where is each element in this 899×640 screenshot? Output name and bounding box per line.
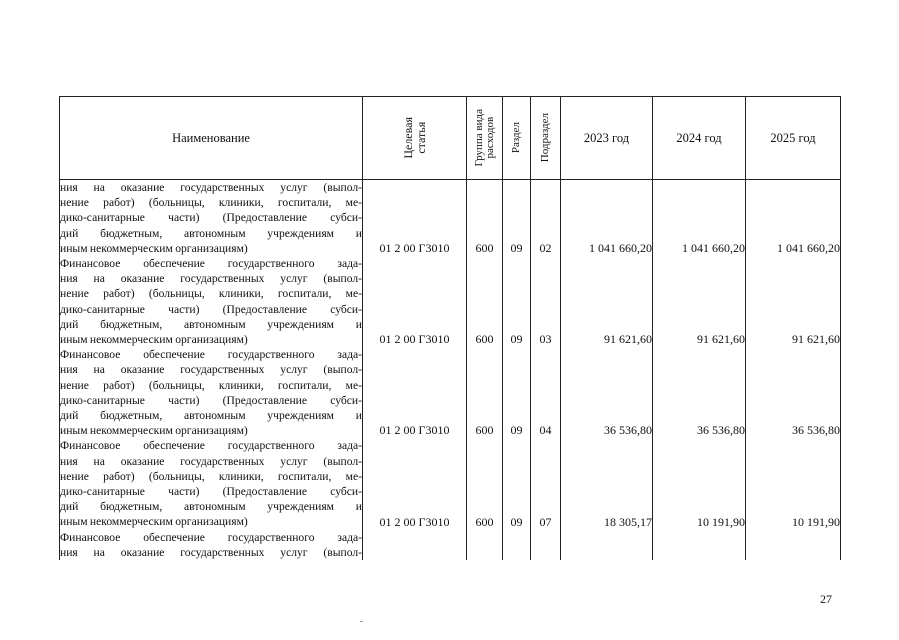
row-expense-group: 600 — [467, 180, 503, 257]
page-number: 27 — [820, 592, 832, 606]
row-target-article: 01 2 00 Г3010 — [363, 180, 467, 257]
row-expense-group: 600 — [467, 347, 503, 438]
row-section: 09 — [503, 180, 531, 257]
row-section: 09 — [503, 438, 531, 529]
row-name: Финансовое обеспечение государственного зада- ния на оказание государственных услуг (выпол- — [60, 530, 362, 559]
table-header-row — [60, 97, 841, 180]
scan-artifact — [360, 621, 363, 622]
empty-cell — [503, 530, 531, 560]
row-amount-2024: 10 191,90 — [653, 438, 746, 529]
row-subsection: 02 — [531, 180, 561, 257]
row-name: Финансовое обеспечение государственного зада- ния на оказание государственных услуг (выпол- нение работ) (больницы, клиники, госпитали, ме- дико-санитарные части) (Предоставление субси- дий бюджетным, автономным учреждениям и иным некоммерческим организациям) — [60, 348, 362, 438]
row-name: Финансовое обеспечение государственного зада- ния на оказание государственных услуг (выпол- нение работ) (больницы, клиники, госпитали, ме- дико-санитарные части) (Предоставление субси- дий бюджетным, автономным учреждениям и иным некоммерческим организациям) — [60, 439, 362, 529]
empty-cell — [467, 530, 503, 560]
row-target-article: 01 2 00 Г3010 — [363, 347, 467, 438]
row-expense-group: 600 — [467, 256, 503, 347]
budget-table — [59, 96, 841, 560]
table-row-continued — [60, 530, 841, 560]
row-amount-2023: 91 621,60 — [561, 256, 653, 347]
row-subsection: 04 — [531, 347, 561, 438]
row-amount-2025: 36 536,80 — [746, 347, 841, 438]
empty-cell — [531, 530, 561, 560]
row-amount-2024: 91 621,60 — [653, 256, 746, 347]
row-amount-2023: 1 041 660,20 — [561, 180, 653, 257]
row-target-article: 01 2 00 Г3010 — [363, 438, 467, 529]
row-amount-2024: 36 536,80 — [653, 347, 746, 438]
row-amount-2025: 91 621,60 — [746, 256, 841, 347]
empty-cell — [363, 530, 467, 560]
row-amount-2024: 1 041 660,20 — [653, 180, 746, 257]
row-amount-2025: 1 041 660,20 — [746, 180, 841, 257]
header-2024: 2024 год — [653, 97, 746, 180]
row-target-article: 01 2 00 Г3010 — [363, 256, 467, 347]
row-name: ния на оказание государственных услуг (выпол- нение работ) (больницы, клиники, госпитали, ме- дико-санитарные части) (Предоставление субси- дий бюджетным, автономным учреждениям и иным некоммерческим организациям) — [60, 181, 362, 255]
empty-cell — [653, 530, 746, 560]
row-name: Финансовое обеспечение государственного зада- ния на оказание государственных услуг (выпол- нение работ) (больницы, клиники, госпитали, ме- дико-санитарные части) (Предоставление субси- дий бюджетным, автономным учреждениям и иным некоммерческим организациям) — [60, 257, 362, 347]
row-amount-2025: 10 191,90 — [746, 438, 841, 529]
header-2023: 2023 год — [561, 97, 653, 180]
header-name: Наименование — [60, 97, 363, 180]
row-section: 09 — [503, 347, 531, 438]
row-subsection: 03 — [531, 256, 561, 347]
row-amount-2023: 18 305,17 — [561, 438, 653, 529]
header-target-article: Целевая статья — [363, 97, 467, 180]
row-subsection: 07 — [531, 438, 561, 529]
header-subsection: Подраздел — [531, 97, 561, 180]
row-section: 09 — [503, 256, 531, 347]
table-row — [60, 256, 841, 347]
table-row — [60, 347, 841, 438]
row-expense-group: 600 — [467, 438, 503, 529]
empty-cell — [746, 530, 841, 560]
empty-cell — [561, 530, 653, 560]
row-amount-2023: 36 536,80 — [561, 347, 653, 438]
header-expense-group: Группа вида расходов — [467, 97, 503, 180]
header-section: Раздел — [503, 97, 531, 180]
header-2025: 2025 год — [746, 97, 841, 180]
table-row — [60, 180, 841, 257]
table-row — [60, 438, 841, 529]
